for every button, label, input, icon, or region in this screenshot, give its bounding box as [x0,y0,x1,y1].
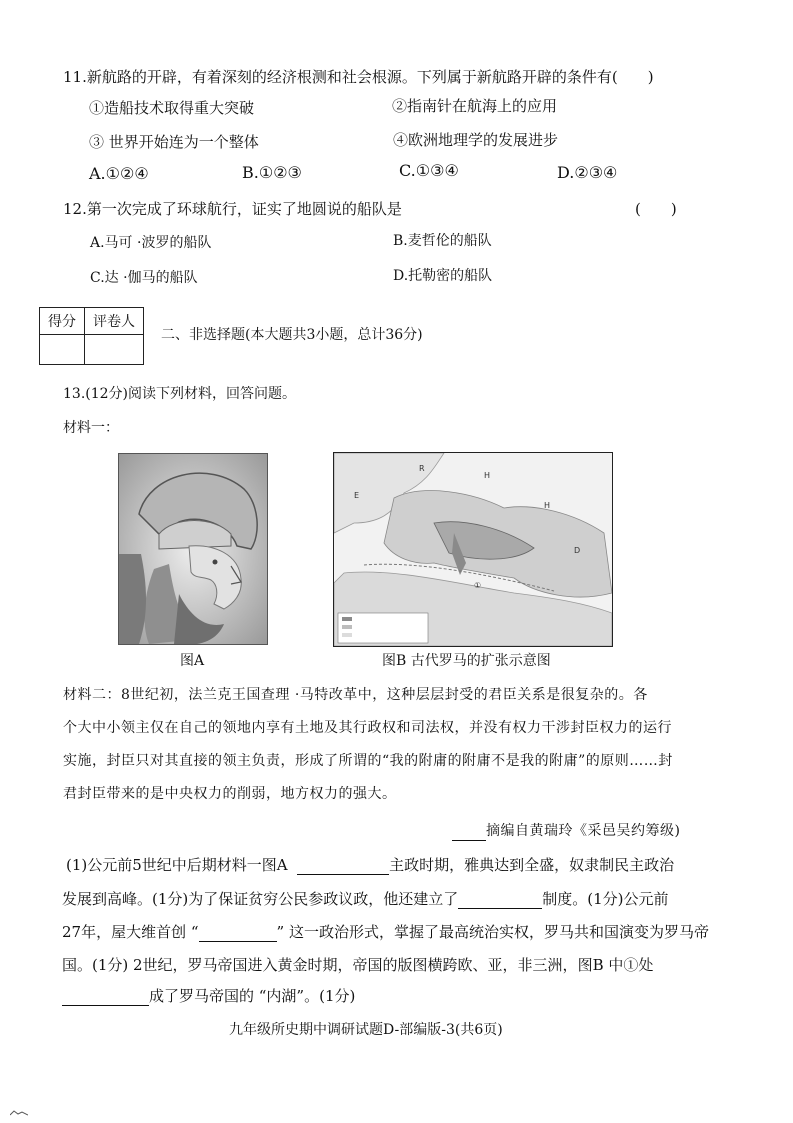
material-2-line-4: 君封臣带来的是中央权力的削弱，地方权力的强大。 [63,786,397,802]
figure-b-caption: 图B 古代罗马的扩张示意图 [382,653,551,669]
grader-header: 评卷人 [85,308,144,335]
figure-b-roman-expansion-map [333,452,613,647]
q13-sub1-text: 27年，屋大维首创 “ [62,923,199,941]
q12-choice-d: D.托勒密的船队 [393,268,493,284]
q13-sub1-text: 成了罗马帝国的 “内湖”。(1分) [149,987,356,1005]
q12-answer-paren: ( ) [635,200,677,218]
answer-blank-3[interactable] [199,925,277,942]
material-2-line-1: 材料二：8世纪初，法兰克王国查理 ·马特改革中，这种层层封受的君臣关系是很复杂的。各 [63,687,648,703]
material-2-source [452,821,680,841]
q12-stem: 12.第一次完成了环球航行，证实了地圆说的船队是 [63,200,402,218]
grader-cell[interactable] [85,335,144,365]
svg-text:D: D [574,546,581,555]
score-cell[interactable] [40,335,85,365]
q11-option-1: ①造船技术取得重大突破 [89,99,255,117]
svg-text:E: E [354,491,360,500]
q11-stem: 11.新航路的开辟，有着深刻的经济根测和社会根源。下列属于新航路开辟的条件有( ) [63,68,654,86]
q13-sub1-text: ” 这一政治形式，掌握了最高统治实权，罗马共和国演变为罗马帝 [276,923,709,941]
q11-choice-b: B.①②③ [242,163,302,182]
answer-blank-4[interactable] [62,989,149,1006]
q13-sub1-line-5 [62,986,355,1006]
figure-a-bust-image [118,453,268,645]
q13-sub1-text: 主政时期，雅典达到全盛，奴隶制民主政治 [389,856,675,874]
source-text: 摘编自黄瑞玲《采邑吴约筹级) [486,823,681,839]
q13-sub1-line-4: 国。(1分) 2世纪，罗马帝国进入黄金时期，帝国的版图横跨欧、亚，非三洲，图B 中①处 [62,956,654,974]
q11-choice-d: D.②③④ [557,163,618,182]
q12-choice-c: C.达 ·伽马的船队 [90,270,198,286]
q13-sub1-text: (1)公元前5世纪中后期材料一图A [66,856,288,874]
q11-option-3: ③ 世界开始连为一个整体 [89,133,259,151]
q12-choice-a: A.马可 ·波罗的船队 [90,235,212,251]
scan-corner-mark [10,1110,28,1116]
q11-option-2: ②指南针在航海上的应用 [392,97,558,115]
svg-text:H: H [544,501,551,510]
q11-choice-c: C.①③④ [399,161,459,180]
q13-sub1-text: 制度。(1分)公元前 [542,890,669,908]
section-2-title: 二、非选择题(本大题共3小题，总计36分) [161,327,423,343]
score-box [39,307,144,365]
score-header: 得分 [40,308,85,335]
material-1-label: 材料一： [63,420,119,436]
svg-text:①: ① [474,581,482,590]
answer-blank-1[interactable] [297,858,389,875]
q13-sub1-line-3 [62,922,709,942]
svg-text:H: H [484,471,491,480]
q12-choice-b: B.麦哲伦的船队 [393,233,492,249]
material-2-line-2: 个大中小领主仅在自己的领地内享有土地及其行政权和司法权，并没有权力干涉封臣权力的运行 [63,720,672,736]
material-2-line-3: 实施，封臣只对其直接的领主负责，形成了所谓的“我的附庸的附庸不是我的附庸”的原则……封 [63,753,673,769]
q11-option-4: ④欧洲地理学的发展进步 [393,131,559,149]
q13-sub1-text: 发展到高峰。(1分)为了保证贫穷公民参政议政，他还建立了 [62,890,459,908]
q11-choice-a: A.①②④ [89,164,149,183]
figure-a-caption: 图A [180,653,205,669]
svg-text:R: R [419,464,425,473]
q13-stem: 13.(12分)阅读下列材料，回答问题。 [63,386,297,402]
q13-sub1-line-2 [62,889,669,909]
answer-blank-2[interactable] [458,892,542,909]
source-dash [452,824,486,841]
page-footer: 九年级所史期中调研试题D-部编版-3(共6页) [229,1022,503,1038]
q13-sub1-line-1 [66,855,674,875]
